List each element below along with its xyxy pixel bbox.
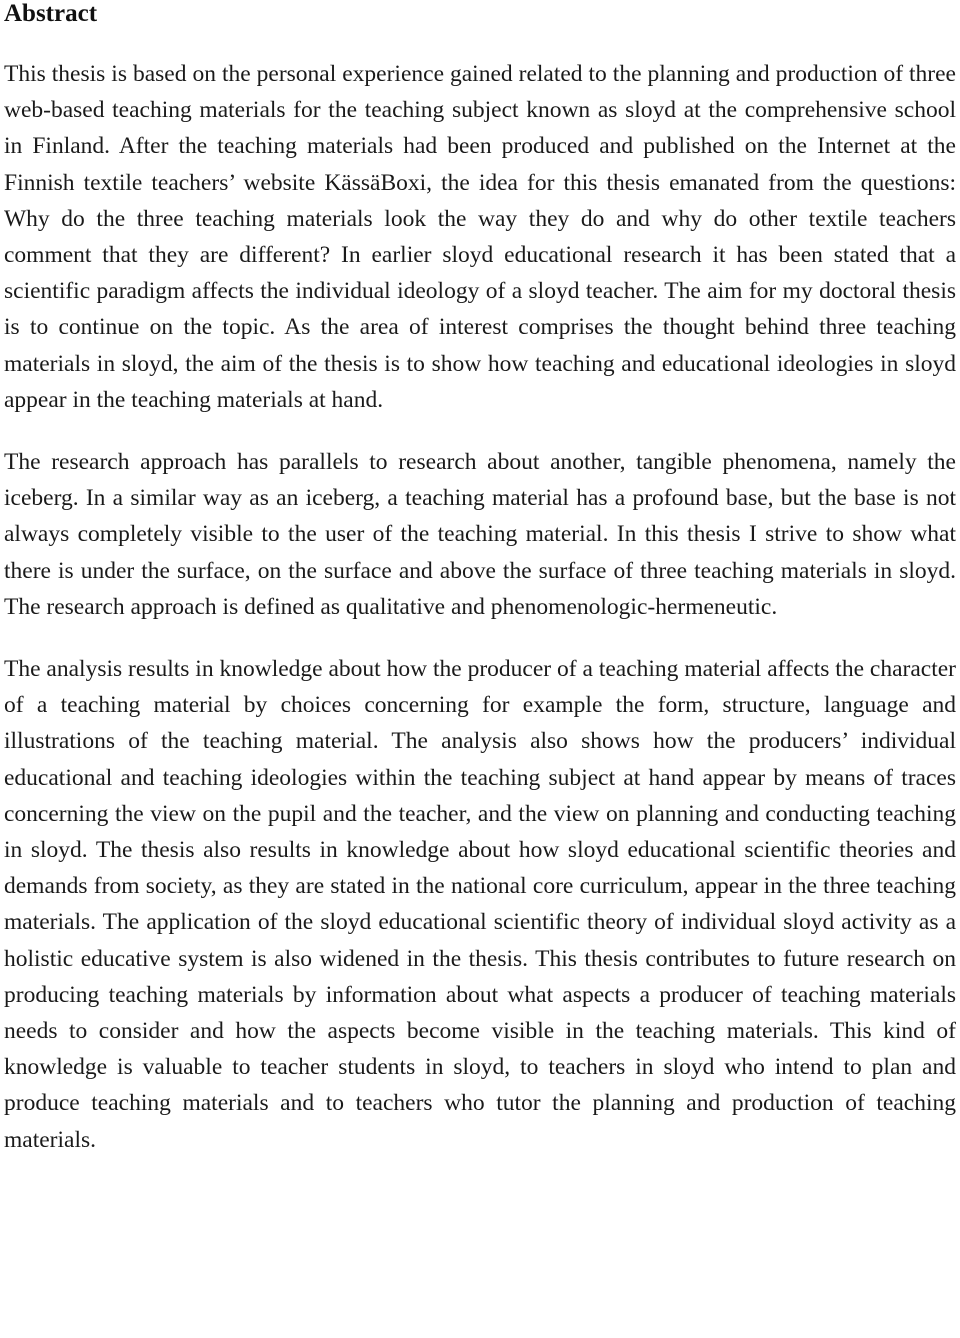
abstract-heading: Abstract xyxy=(4,0,98,27)
abstract-paragraph-1: This thesis is based on the personal experience gained related to the planning and production of three web-based teaching materials for the teaching subject known as sloyd at the comprehensive school in Finland. After the teaching materials had been produced and published on the Internet at the Finnish textile teachers’ website KässäBoxi, the idea for this thesis emanated from the questions: Why do the three teaching materials look the way they do and why do other textile teachers comment that they are different? In earlier sloyd educational research it has been stated that a scientific paradigm affects the individual ideology of a sloyd teacher. The aim for my doctoral thesis is to continue on the topic. As the area of interest comprises the thought behind three teaching materials in sloyd, the aim of the thesis is to show how teaching and educational ideologies in sloyd appear in the teaching materials at hand. xyxy=(4,61,956,413)
abstract-paragraph-2: The research approach has parallels to research about another, tangible phenomena, namely the iceberg. In a similar way as an iceberg, a teaching material has a profound base, but the base is not always completely visible to the user of the teaching material. In this thesis I strive to show what there is under the surface, on the surface and above the surface of three teaching materials in sloyd. The research approach is defined as qualitative and phenomenologic-hermeneutic. xyxy=(4,449,956,620)
abstract-paragraph-3: The analysis results in knowledge about how the producer of a teaching material affects the character of a teaching material by choices concerning for example the form, structure, language and illustrations of the teaching material. The analysis also shows how the producers’ individual educational and teaching ideologies within the teaching subject at hand appear by means of traces concerning the view on the pupil and the teacher, and the view on planning and conducting teaching in sloyd. The thesis also results in knowledge about how sloyd educational scientific theories and demands from society, as they are stated in the national core curriculum, appear in the three teaching materials. The application of the sloyd educational scientific theory of individual sloyd activity as a holistic educative system is also widened in the thesis. This thesis contributes to future research on producing teaching materials by information about what aspects a producer of teaching materials needs to consider and how the aspects become visible in the teaching materials. This kind of knowledge is valuable to teacher students in sloyd, to teachers in sloyd who intend to plan and produce teaching materials and to teachers who tutor the planning and production of teaching materials. xyxy=(4,656,956,1153)
